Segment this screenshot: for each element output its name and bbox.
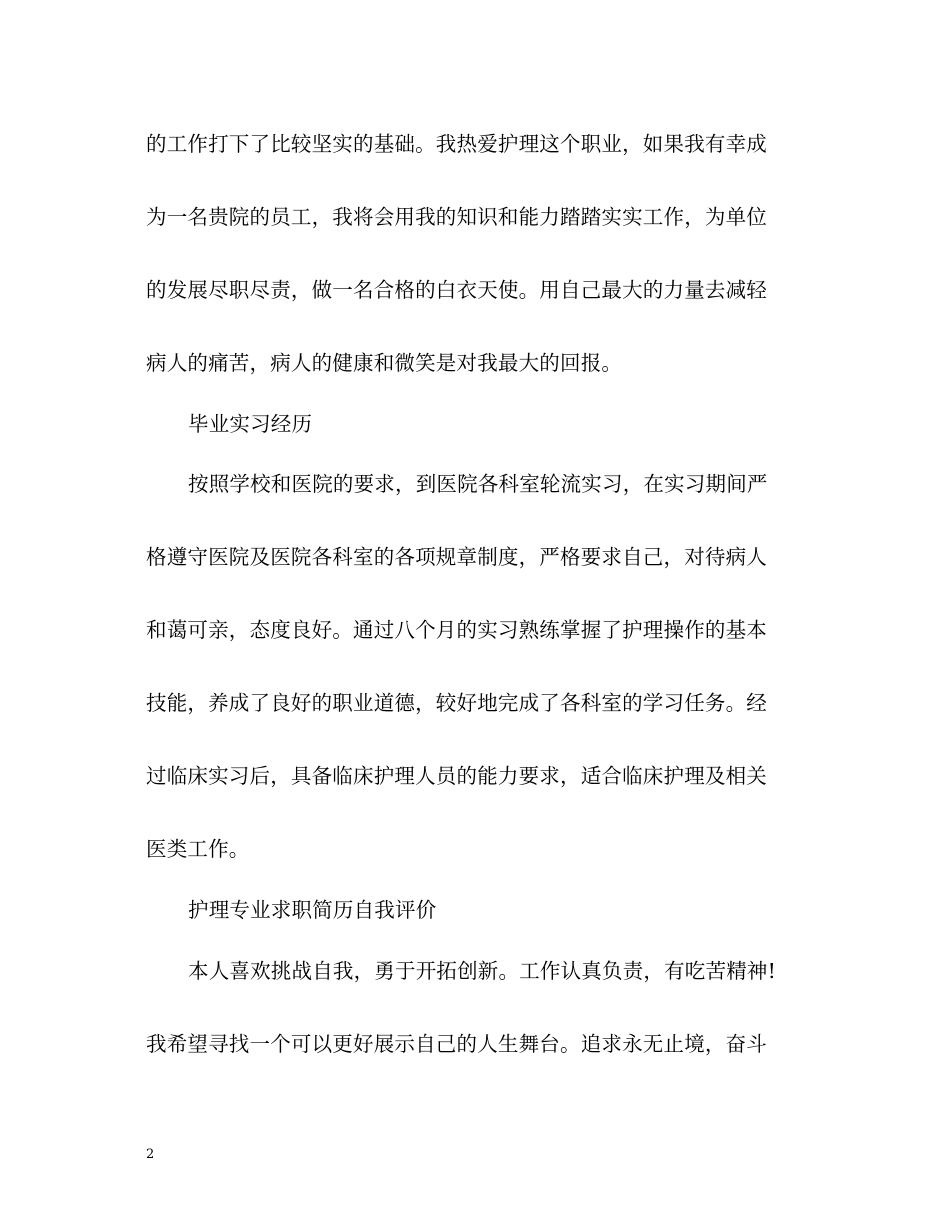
body-line-2: 为一名贵院的员工，我将会用我的知识和能力踏踏实实工作，为单位: [146, 205, 767, 229]
body-line-13: 本人喜欢挑战自我，勇于开拓创新。工作认真负责，有吃苦精神!: [188, 959, 777, 983]
body-line-1: 的工作打下了比较坚实的基础。我热爱护理这个职业，如果我有幸成: [146, 132, 767, 156]
body-line-6: 按照学校和医院的要求，到医院各科室轮流实习，在实习期间严: [188, 472, 768, 496]
body-line-14: 我希望寻找一个可以更好展示自己的人生舞台。追求永无止境，奋斗: [146, 1032, 767, 1056]
body-line-10: 过临床实习后，具备临床护理人员的能力要求，适合临床护理及相关: [146, 764, 767, 788]
body-line-11: 医类工作。: [146, 837, 250, 861]
section-heading-self-evaluation: 护理专业求职简历自我评价: [188, 898, 437, 922]
body-line-7: 格遵守医院及医院各科室的各项规章制度，严格要求自己，对待病人: [146, 545, 767, 569]
section-heading-internship: 毕业实习经历: [188, 412, 313, 436]
body-line-9: 技能，养成了良好的职业道德，较好地完成了各科室的学习任务。经: [146, 691, 767, 715]
body-line-4: 病人的痛苦，病人的健康和微笑是对我最大的回报。: [146, 351, 623, 375]
page-number: 2: [146, 1147, 155, 1162]
body-line-3: 的发展尽职尽责，做一名合格的白衣天使。用自己最大的力量去减轻: [146, 278, 767, 302]
body-line-8: 和蔼可亲，态度良好。通过八个月的实习熟练掌握了护理操作的基本: [146, 618, 767, 642]
